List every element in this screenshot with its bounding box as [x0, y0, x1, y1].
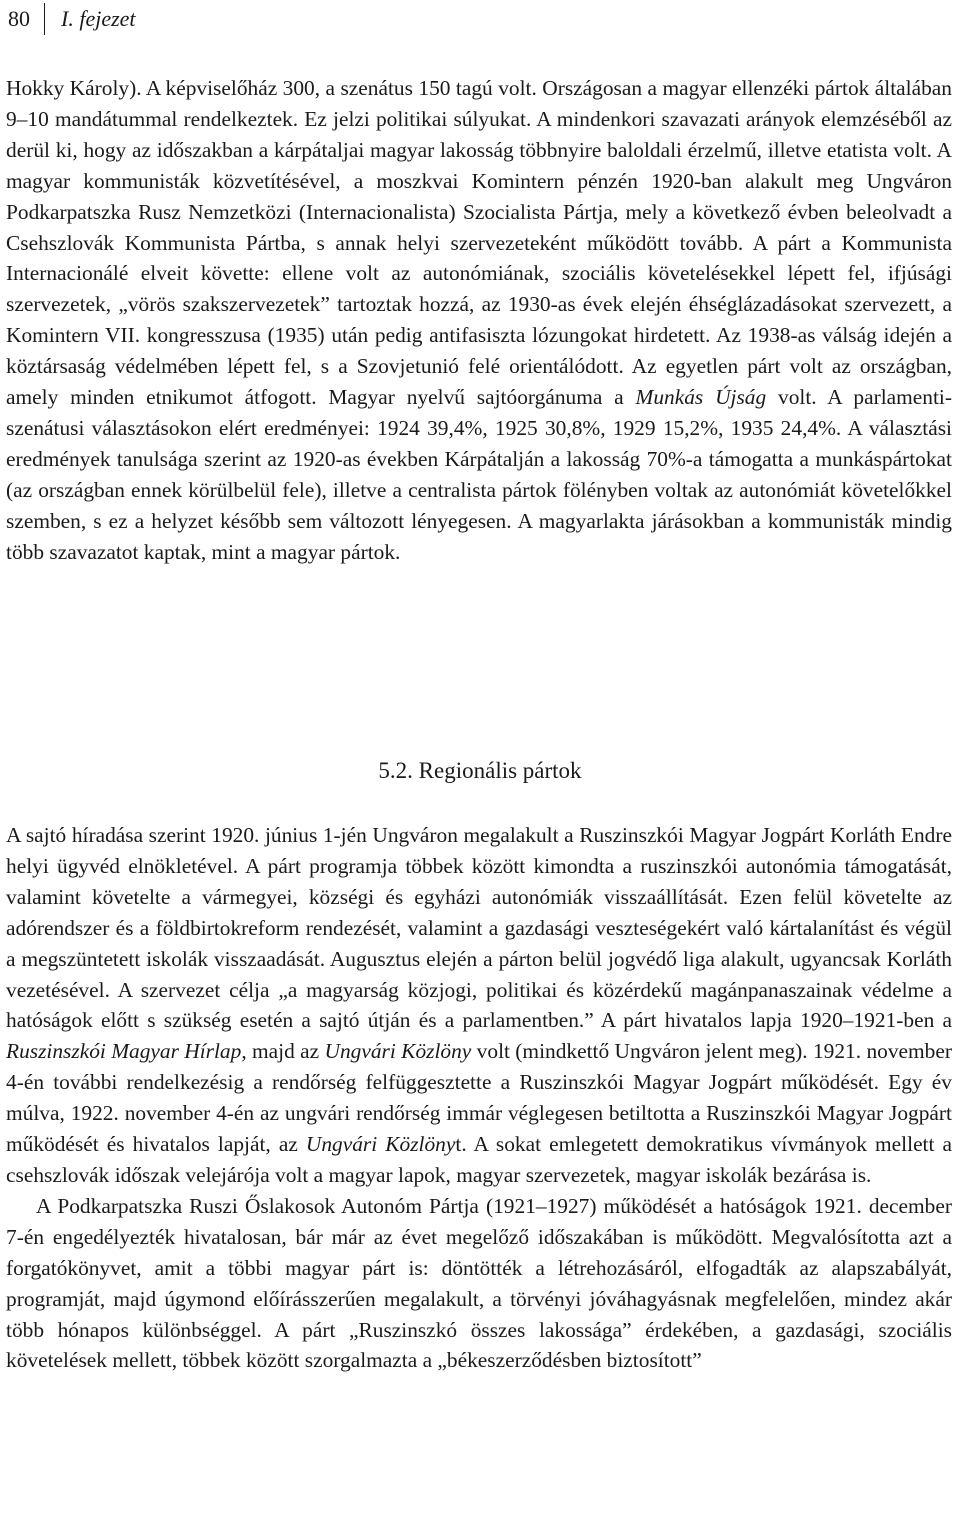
text-run: volt. A parlamenti-szenátusi választásokon elért eredményei: 1924 39,4%, 1925 30,8%, 1929 15,2%, 1935 24,4%. A választási eredmények tanulsága szerint az 1920-as években Kárpátalján a lakosság 70%-a támogatta a munkáspártokat (az országban ennek körülbelül fele), illetve a centralista pártok fölényben voltak az autonómiát követelőkkel szemben, s ez a helyzet később sem változott lényegesen. A magyarlakta járásokban a kommunisták mindig több szavazatot kaptak, mint a magyar pártok. [6, 385, 952, 564]
chapter-title: I. fejezet [61, 6, 136, 31]
text-run: t. A sokat emlegetett demokratikus vívmányok mellett a csehszlovák időszak velejárója volt a magyar lapok, magyar szervezetek, magyar iskolák bezárása is. [6, 1132, 953, 1187]
header-divider [44, 3, 45, 35]
text-run: Hokky Károly). A képviselőház 300, a szenátus 150 tagú volt. Országosan a magyar ellenzéki pártok általában 9–10 mandátummal rendelkeztek. Ez jelzi politikai súlyukat. A mindenkori szavazati arányok elemzéséből az derül ki, hogy az időszakban a kárpátaljai magyar lakosság többnyire baloldali érzelmű, illetve etatista volt. A magyar kommunisták közvetítésével, a moszkvai Komintern pénzén 1920-ban alakult meg Ungváron Podkarpatszka Rusz Nemzetközi (Internacionalista) Szocialista Pártja, mely a következő évben beleolvadt a Csehszlovák Kommunista Pártba, s annak helyi szervezeteként működött tovább. A párt a Kommunista Internacionálé elveit követte: ellene volt az autonómiának, szociális követelésekkel lépett fel, ifjúsági szervezetek, „vörös szakszervezetek” tartoztak hozzá, az 1930-as évek elején éhséglázadásokat szervezett, a Komintern VII. kongresszusa (1935) után pedig antifasiszta lózungokat hirdetett. Az 1938-as válság idején a köztársaság védelmében lépett fel, s a Szovjetunió felé orientálódott. Az egyetlen párt volt az országban, amely minden etnikumot átfogott. Magyar nyelvű sajtóorgánuma a [6, 76, 952, 410]
text-run: , majd az [241, 1039, 325, 1064]
text-block-regional-parties [6, 820, 952, 1376]
paragraph [6, 73, 952, 568]
newspaper-title: Ungvári Közlöny [324, 1039, 472, 1064]
text-run: A sajtó híradása szerint 1920. június 1-jén Ungváron megalakult a Ruszinszkói Magyar Jogpárt Korláth Endre helyi ügyvéd elnökletével. A párt programja többek között kimondta a ruszinszkói autonómia támogatását, valamint követelte a vármegyei, községi és egyházi autonómiák visszaállítását. Ezen felül követelte az adórendszer és a földbirtokreform rendezését, valamint a gazdasági veszteségekért való kártalanítást és végül a megszüntetett iskolák visszaadását. Augusztus elején a párton belül jogvédő liga alakult, ugyancsak Korláth vezetésével. A szervezet célja „a magyarság közjogi, politikai és közérdekű magánpanaszainak védelme a hatóságok előtt s szükség esetén a sajtó útján és a parlamentben.” A párt hivatalos lapja 1920–1921-ben a [6, 823, 952, 1033]
paragraph [6, 820, 952, 1191]
page-number: 80 [8, 6, 30, 31]
running-head [8, 4, 136, 34]
text-run: volt (mindkettő Ungváron jelent meg). 1921. november 4-én további rendelkezésig a rendőrség felfüggesztette a Ruszinszkói Magyar Jogpárt működését. Egy év múlva, 1922. november 4-én az ungvári rendőrség immár véglegesen betiltotta a Ruszinszkói Magyar Jogpárt működését és hivatalos lapját, az [6, 1039, 952, 1157]
text-block-communist-party [6, 73, 952, 568]
section-heading: 5.2. Regionális pártok [378, 758, 582, 783]
paragraph: A Podkarpatszka Ruszi Őslakosok Autonóm Pártja (1921–1927) működését a hatóságok 1921. december 7-én engedélyezték hivatalosan, bár már az évet megelőző időszakában is működött. Megvalósította azt a forgatókönyvet, amit a többi magyar párt is: döntötték a létrehozásáról, elfogadták az alapszabályát, programját, majd úgymond előírásszerűen megalakult, a törvényi jóváhagyásnak megfelelően, mindez akár több hónapos különbséggel. A párt „Ruszinszkó összes lakossága” érdekében, a gazdasági, szociális követelések mellett, többek között szorgalmazta a „békeszerződésben biztosított” [6, 1193, 952, 1373]
newspaper-title: Munkás Újság [635, 385, 767, 410]
newspaper-title: Ruszinszkói Magyar Hírlap [6, 1039, 242, 1064]
newspaper-title: Ungvári Közlöny [305, 1132, 456, 1157]
